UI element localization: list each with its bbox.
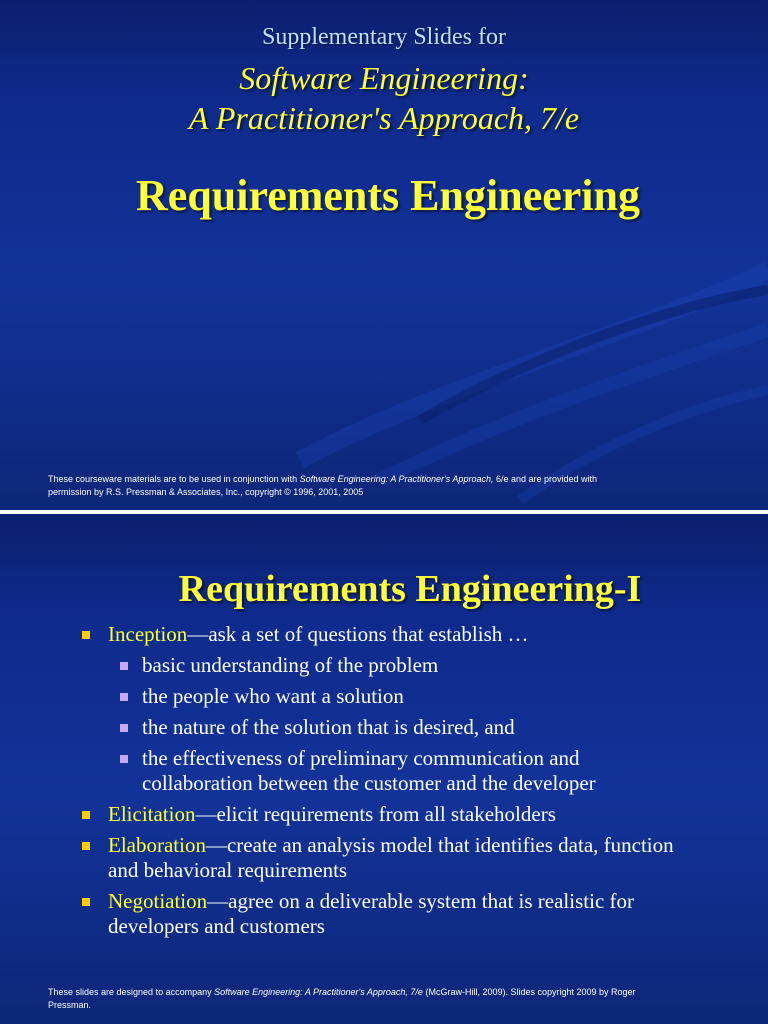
bullet-text: —elicit requirements from all stakeholders (195, 802, 556, 826)
content-slide (0, 512, 768, 1024)
bullet-text: —agree on a deliverable system that is realistic for developers and customers (108, 889, 634, 938)
slide-title: Requirements Engineering (136, 171, 640, 220)
footer-text-line-2: Pressman. (48, 1000, 92, 1010)
footer-text-line-2: permission by R.S. Pressman & Associates, Inc., copyright © 1996, 2001, 2005 (48, 487, 364, 497)
square-bullet-icon (82, 898, 90, 906)
sub-bullet-item (0, 715, 768, 740)
bullet-text: —create an analysis model that identifies data, function and behavioral requirements (108, 833, 674, 882)
bullet-item-elaboration (0, 833, 768, 883)
square-bullet-icon (120, 662, 128, 670)
footer-book-title: Software Engineering: A Practitioner's Approach, 7/e (214, 987, 423, 997)
sub-bullet-text: the nature of the solution that is desired, and (142, 715, 515, 739)
bullet-item-inception (0, 622, 768, 647)
footer-text-before: These courseware materials are to be used in conjunction with (48, 474, 300, 484)
footer-text-after: 6/e and are provided with (493, 474, 598, 484)
sub-bullet-text: the effectiveness of preliminary communication and collaboration between the customer and the developer (142, 746, 596, 795)
footer-text-after: (McGraw-Hill, 2009). Slides copyright 2009 by Roger (422, 987, 636, 997)
sub-bullet-item (0, 653, 768, 678)
slide-title: Requirements Engineering-I (178, 568, 642, 610)
book-title-line-2: A Practitioner's Approach, 7/e (188, 100, 580, 136)
footer-text-before: These slides are designed to accompany (48, 987, 215, 997)
slide-divider (0, 510, 768, 514)
square-bullet-icon (120, 724, 128, 732)
sub-bullet-item (0, 684, 768, 709)
supplementary-heading: Supplementary Slides for (262, 24, 506, 50)
square-bullet-icon (82, 631, 90, 639)
square-bullet-icon (82, 811, 90, 819)
bullet-term: Inception (108, 622, 188, 646)
book-title-line-1: Software Engineering: (239, 60, 529, 96)
square-bullet-icon (82, 842, 90, 850)
sub-bullet-item (0, 746, 768, 796)
bullet-term: Elaboration (108, 833, 206, 857)
sub-bullet-text: basic understanding of the problem (142, 653, 439, 677)
sub-bullet-text: the people who want a solution (142, 684, 404, 708)
bullet-list (0, 622, 768, 945)
bullet-item-negotiation (0, 889, 768, 939)
bullet-item-elicitation (0, 802, 768, 827)
footer-book-title: Software Engineering: A Practitioner's Approach, (299, 474, 494, 484)
square-bullet-icon (120, 693, 128, 701)
bullet-term: Elicitation (108, 802, 196, 826)
bullet-term: Negotiation (108, 889, 208, 913)
copyright-footer (48, 473, 688, 499)
square-bullet-icon (120, 755, 128, 763)
copyright-footer (48, 986, 688, 1012)
bullet-text: —ask a set of questions that establish … (187, 622, 529, 646)
